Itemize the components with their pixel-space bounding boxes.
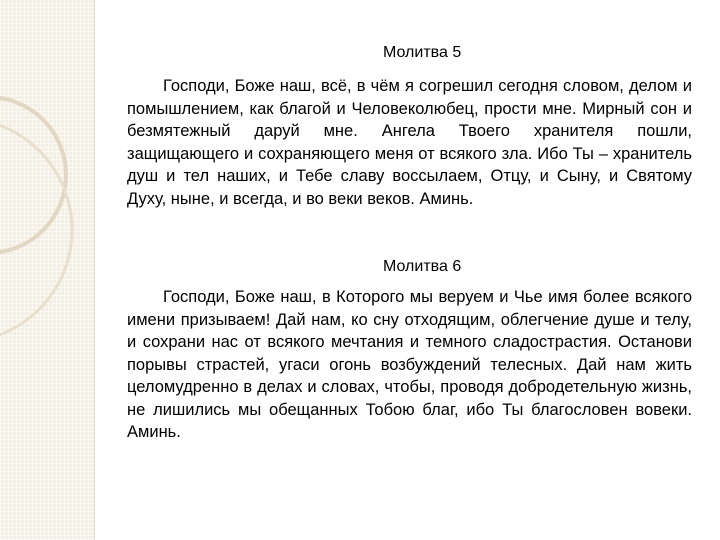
prayer-6-text: Господи, Боже наш, в Которого мы веруем и Чье имя более всякого имени призываем! Дай нам, ко сну отходящим, облегчение душе и телу, и сохрани нас от всякого мечтания и темного сладострастия. Останови порывы страстей, угаси огонь возбуждений телесных. Дай нам жить целомудренно в делах и словах, чтобы, проводя добродетельную жизнь, не лишились мы обещанных Тобою благ, ибо Ты благословен вовеки. Аминь. xyxy=(127,288,692,441)
prayer-5-text: Господи, Боже наш, всё, в чём я согрешил сегодня словом, делом и помышлением, как благой и Человеколюбец, прости мне. Мирный сон и безмятежный даруй мне. Ангела Твоего хранителя пошли, защищающего и сохраняющего меня от всякого зла. Ибо Ты – хранитель душ и тел наших, и Тебе славу воссылаем, Отцу, и Сыну, и Святому Духу, ныне, и всегда, и во веки веков. Аминь. xyxy=(127,77,692,208)
prayer-5-title: Молитва 5 xyxy=(383,44,462,61)
slide-content xyxy=(95,0,720,540)
decorative-rings xyxy=(0,0,94,540)
decorative-side-panel xyxy=(0,0,95,540)
prayer-6-title: Молитва 6 xyxy=(383,258,462,275)
